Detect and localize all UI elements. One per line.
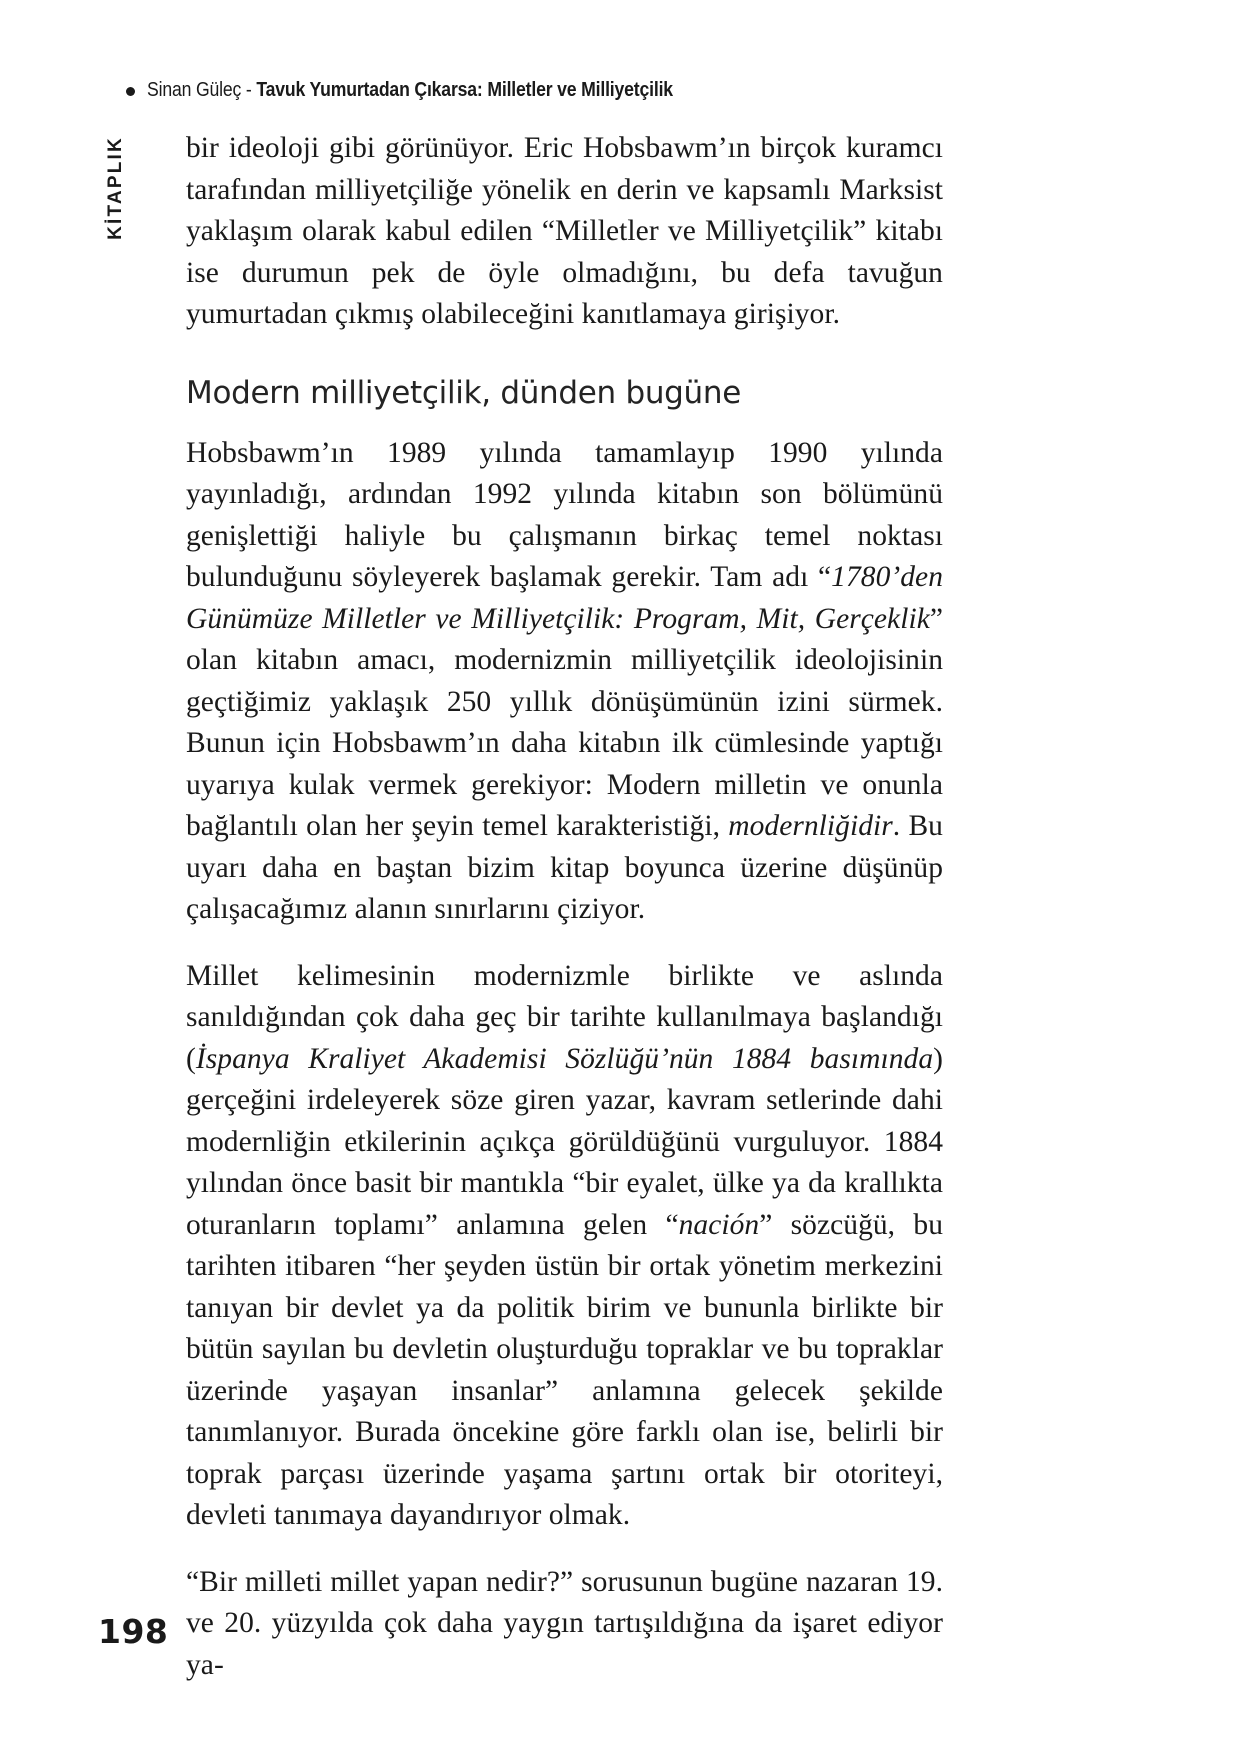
- running-header-author: Sinan Güleç -: [147, 78, 257, 101]
- section-heading: [186, 373, 943, 413]
- bullet-icon: [126, 87, 135, 96]
- paragraph-intro-text: bir ideoloji gibi görünüyor. Eric Hobsbawm’ın birçok kuramcı tarafından milliyetçiliğe yönelik en derin ve kapsamlı Marksist yaklaşım olarak kabul edilen “Milletler ve Milliyetçilik” kitabı ise durumun pek de öyle olmadığını, bu defa tavuğun yumurtadan çıkmış olabileceğini kanıtlamaya girişiyor.: [186, 132, 943, 330]
- paragraph-2-part-c: . Bu uyarı daha en baştan bizim kitap boyunca üzerine düşünüp çalışacağımız alanın sınırlarını çiziyor.: [186, 810, 943, 925]
- paragraph-2: [186, 433, 943, 931]
- dictionary-reference-italic: İspanya Kraliyet Akademisi Sözlüğü’nün 1884 basımında: [195, 1042, 934, 1075]
- running-header-title: Tavuk Yumurtadan Çıkarsa: Milletler ve Milliyetçilik: [256, 78, 673, 101]
- paragraph-3: [186, 956, 943, 1537]
- section-side-label-text: KİTAPLIK: [105, 136, 126, 240]
- paragraph-3-part-b: ) gerçeğini irdeleyerek söze giren yazar, kavram setlerinde dahi modernliğin etkilerinin açıkça görüldüğünü vurguluyor. 1884 yılından önce basit bir mantıkla “bir eyalet, ülke ya da krallıkta oturanların toplamı” anlamına gelen “: [186, 1042, 943, 1241]
- paragraph-intro: [186, 128, 943, 336]
- paragraph-4-text: “Bir milleti millet yapan nedir?” sorusunun bugüne nazaran 19. ve 20. yüzyılda çok daha yaygın tartışıldığına da işaret ediyor ya-: [186, 1565, 943, 1681]
- section-heading-text: Modern milliyetçilik, dünden bugüne: [186, 374, 742, 411]
- page-number: [98, 1612, 168, 1651]
- page-number-text: 198: [98, 1612, 169, 1651]
- modernligidir-italic: modernliğidir: [728, 810, 893, 842]
- text-column: [186, 128, 943, 1686]
- running-header-text: [147, 78, 673, 102]
- nacion-italic: nación: [678, 1208, 760, 1241]
- section-side-label: [96, 118, 136, 258]
- paragraph-3-part-a: Millet kelimesinin modernizmle birlikte ve aslında sanıldığından çok daha geç bir tarihte kullanılmaya başlandığı (: [186, 959, 943, 1075]
- paragraph-2-part-b: ” olan kitabın amacı, modernizmin milliyetçilik ideolojisinin geçtiğimiz yaklaşık 250 yıllık dönüşümünün izini sürmek. Bunun için Hobsbawm’ın daha kitabın ilk cümlesinde yaptığı uyarıya kulak vermek gerekiyor: Modern milletin ve onunla bağlantılı olan her şeyin temel karakteristiği,: [186, 602, 943, 842]
- paragraph-3-part-c: ” sözcüğü, bu tarihten itibaren “her şeyden üstün bir ortak yönetim merkezini tanıyan bir devlet ya da politik birim ve bununla birlikte bir bütün sayılan bu devletin oluşturduğu topraklar ve bu topraklar üzerinde yaşayan insanlar” anlamına gelecek şekilde tanımlanıyor. Burada öncekine göre farklı olan ise, belirli bir toprak parçası üzerinde yaşama şartını ortak bir otoriteyi, devleti tanımaya dayandırıyor olmak.: [186, 1208, 943, 1531]
- book-title-italic: 1780’den Günümüze Milletler ve Milliyetçilik: Program, Mit, Gerçeklik: [186, 561, 943, 635]
- running-header: [126, 78, 759, 102]
- paragraph-2-part-a: Hobsbawm’ın 1989 yılında tamamlayıp 1990 yılında yayınladığı, ardından 1992 yılında kitabın son bölümünü genişlettiği haliyle bu çalışmanın birkaç temel noktası bulunduğunu söyleyerek başlamak gerekir. Tam adı “: [186, 436, 943, 593]
- paragraph-4: [186, 1562, 943, 1687]
